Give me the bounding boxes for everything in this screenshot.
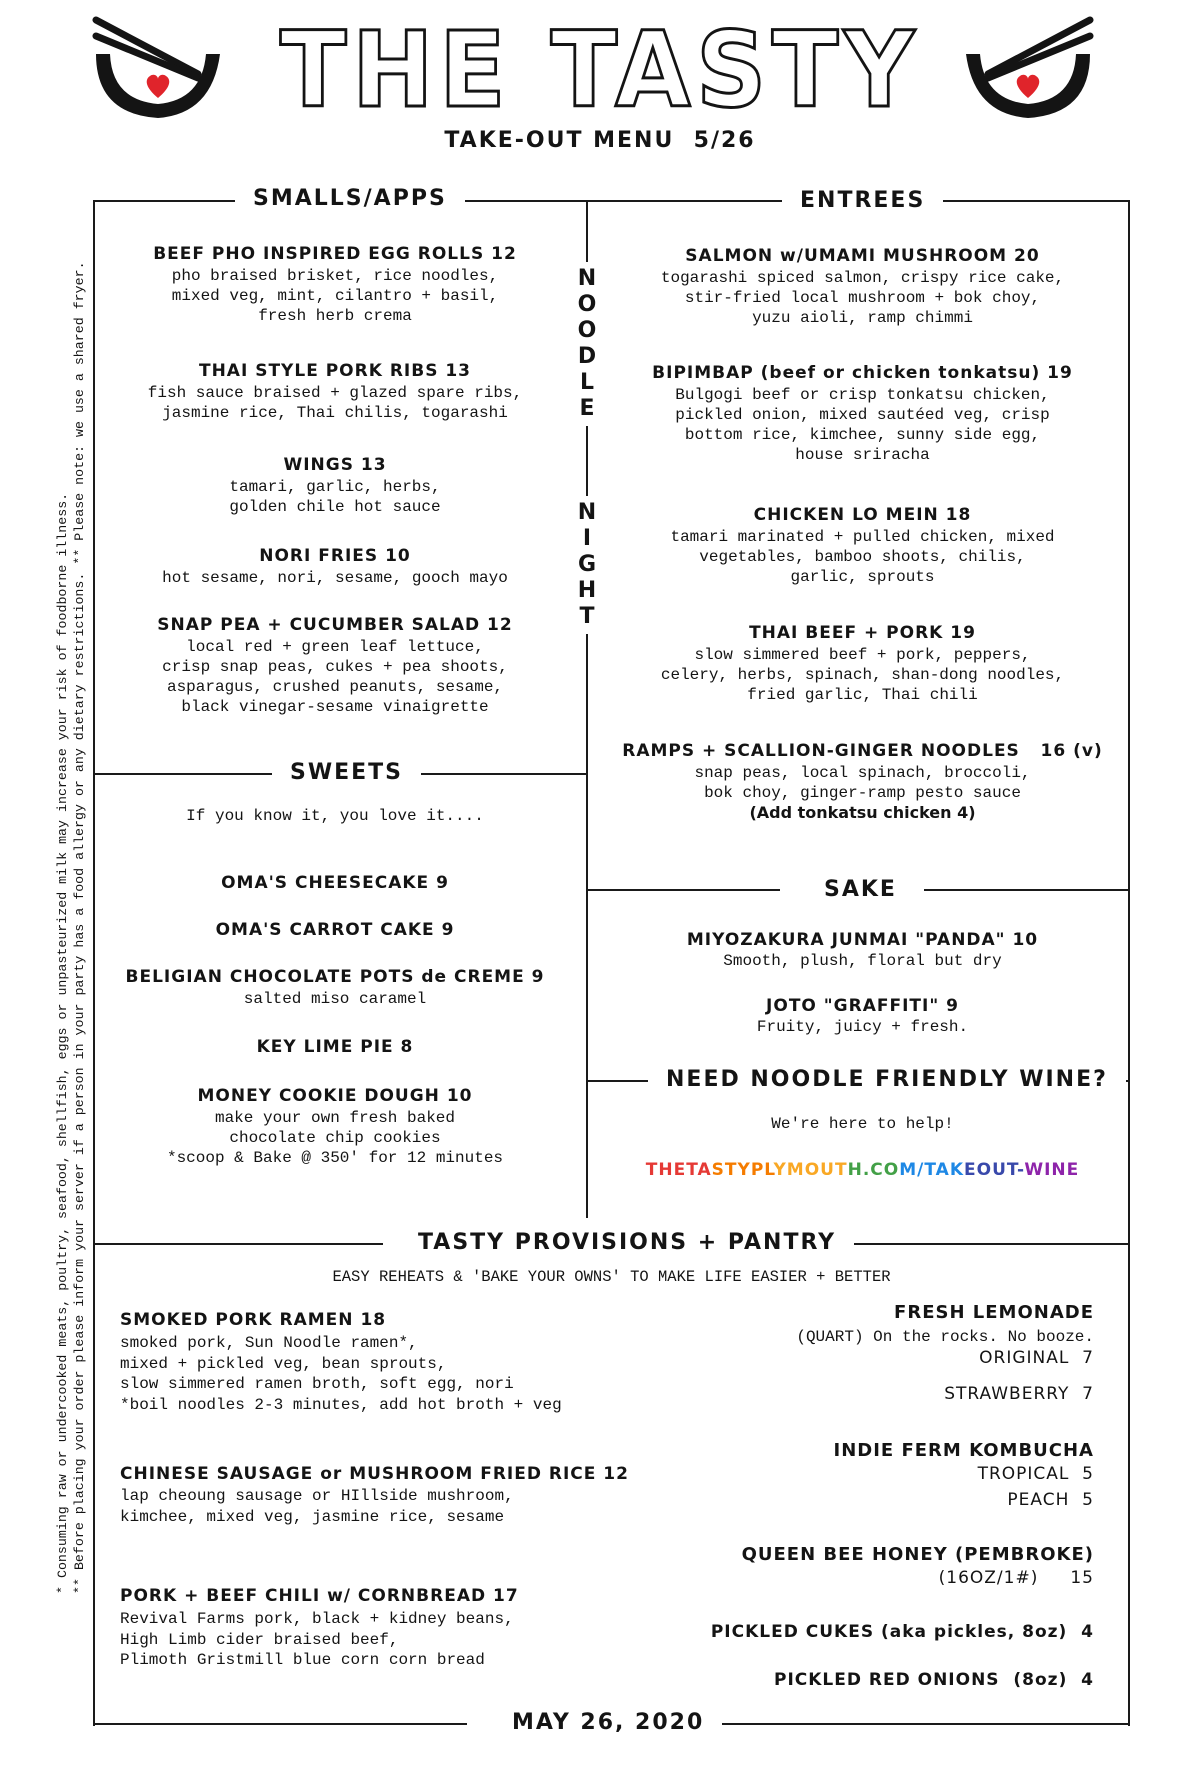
item-desc: salted miso caramel (243, 990, 427, 1008)
wine-tagline-text: We're here to help! (771, 1115, 954, 1133)
item-title: PICKLED CUKES (aka pickles, 8oz) 4 (710, 1622, 1094, 1642)
item-title: FRESH LEMONADE (894, 1302, 1094, 1323)
menu-item (610, 930, 1115, 971)
item-title: SMOKED PORK RAMEN 18 (120, 1310, 387, 1330)
wine-link-char: S (711, 1160, 725, 1180)
wine-link-char: E (673, 1160, 687, 1180)
sweets-tagline (100, 806, 570, 826)
night-letter: I (582, 526, 592, 551)
item-desc: pickled onion, mixed sautéed veg, crisp (675, 406, 1050, 424)
provisions-tagline: EASY REHEATS & 'BAKE YOUR OWNS' TO MAKE LIFE EASIER + BETTER (332, 1268, 891, 1286)
item-desc: local red + green leaf lettuce, (186, 638, 484, 656)
item-desc: make your own fresh baked (214, 1109, 456, 1127)
item-title: OMA'S CARROT CAKE 9 (215, 920, 455, 940)
frame-top-right (928, 200, 1130, 202)
left-bowl-icon (88, 14, 238, 126)
wine-link-char: E (1066, 1160, 1080, 1180)
item-title: BIPIMBAP (beef or chicken tonkatsu) 19 (652, 363, 1073, 383)
wine-link-char: N (1051, 1160, 1067, 1180)
wine-link-char: C (870, 1160, 884, 1180)
wine-link-char: L (764, 1160, 774, 1180)
item-title: QUEEN BEE HONEY (PEMBROKE) (741, 1544, 1094, 1565)
item-title: SALMON w/UMAMI MUSHROOM 20 (685, 246, 1040, 266)
wine-link-char: T (1006, 1160, 1018, 1180)
pickles-item (711, 1622, 1094, 1642)
item-desc: bottom rice, kimchee, sunny side egg, (684, 426, 1041, 444)
item-title: PICKLED RED ONIONS (8oz) 4 (773, 1670, 1094, 1690)
noodle-night-word-2 (572, 496, 602, 634)
sake-rule-right (924, 889, 1130, 891)
frame-right (1128, 200, 1130, 1726)
frame-top-mid (447, 200, 787, 202)
item-desc: tamari marinated + pulled chicken, mixed (670, 528, 1055, 546)
wine-link-char: E (964, 1160, 977, 1180)
menu-item (100, 920, 570, 940)
item-desc: kimchee, mixed veg, jasmine rice, sesame (120, 1507, 505, 1526)
item-title: INDIE FERM KOMBUCHA (833, 1440, 1094, 1461)
wine-link-char: . (862, 1160, 871, 1180)
sweets-heading: SWEETS (272, 760, 421, 785)
item-option: ORIGINAL 7 (979, 1347, 1094, 1368)
provisions-heading: TASTY PROVISIONS + PANTRY (400, 1230, 854, 1255)
item-desc: Plimoth Gristmill blue corn corn bread (120, 1651, 485, 1669)
item-note: (Add tonkatsu chicken 4) (749, 803, 976, 822)
item-desc: *scoop & Bake @ 350' for 12 minutes (166, 1149, 504, 1167)
noodle-letter: N (577, 266, 597, 291)
item-title: JOTO "GRAFFITI" 9 (766, 996, 959, 1016)
menu-item (100, 615, 570, 717)
menu-subtitle: TAKE-OUT MENU 5/26 (444, 128, 756, 153)
item-option: PEACH 5 (1007, 1490, 1094, 1510)
menu-item (610, 741, 1115, 822)
item-desc: snap peas, local spinach, broccoli, (694, 764, 1031, 782)
item-desc: lap cheoung sausage or HIllside mushroom, (120, 1487, 514, 1505)
item-title: RAMPS + SCALLION-GINGER NOODLES 16 (v) (622, 741, 1103, 761)
item-desc: pho braised brisket, rice noodles, (171, 267, 499, 285)
item-title: BELIGIAN CHOCOLATE POTS de CREME 9 (125, 967, 545, 987)
onions-item (774, 1670, 1094, 1690)
sake-heading: SAKE (806, 877, 915, 902)
right-bowl-icon (948, 14, 1098, 126)
item-title: SNAP PEA + CUCUMBER SALAD 12 (157, 615, 513, 635)
noodle-letter: L (579, 370, 595, 395)
item-option: STRAWBERRY 7 (944, 1383, 1094, 1404)
menu-item (100, 244, 570, 326)
item-desc: Smooth, plush, floral but dry (723, 952, 1002, 970)
wine-link-char: A (935, 1160, 950, 1180)
item-desc: black vinegar-sesame vinaigrette (181, 698, 489, 716)
item-desc: slow simmered beef + pork, peppers, (694, 646, 1031, 664)
wine-link-char: O (883, 1160, 900, 1180)
item-desc: fish sauce braised + glazed spare ribs, (147, 384, 523, 402)
menu-item (100, 361, 570, 423)
menu-item (120, 1586, 519, 1671)
item-title: WINGS 13 (283, 455, 387, 475)
item-desc: house sriracha (795, 446, 930, 464)
wine-heading: NEED NOODLE FRIENDLY WINE? (648, 1067, 1126, 1092)
wine-link-char: T (686, 1160, 698, 1180)
wine-link-char: A (697, 1160, 712, 1180)
item-desc: yuzu aioli, ramp chimmi (752, 309, 973, 327)
allergy-disclaimer (54, 194, 88, 1594)
wine-link-char: P (750, 1160, 765, 1180)
wine-link-char: Y (737, 1160, 751, 1180)
item-desc: slow simmered ramen broth, soft egg, nori (120, 1375, 514, 1393)
menu-item (100, 1037, 570, 1057)
item-desc: stir-fried local mushroom + bok choy, (684, 289, 1041, 307)
frame-top-left (93, 200, 253, 202)
night-letter: H (577, 578, 597, 603)
wine-link-char: H (658, 1160, 674, 1180)
wine-link-char: I (1044, 1160, 1052, 1180)
footer-rule-left (93, 1723, 467, 1725)
menu-item (100, 455, 570, 517)
item-title: THAI BEEF + PORK 19 (749, 623, 976, 643)
wine-link-char: M (786, 1160, 805, 1180)
wine-link-char: O (804, 1160, 821, 1180)
menu-item (610, 623, 1115, 705)
item-option: (16OZ/1#) 15 (938, 1568, 1094, 1588)
night-letter: N (577, 500, 597, 525)
noodle-night-word-1 (572, 262, 602, 426)
wine-link-char: Y (773, 1160, 787, 1180)
footer-date: MAY 26, 2020 (494, 1710, 722, 1735)
night-letter: T (579, 604, 595, 629)
wine-link[interactable] (610, 1160, 1115, 1180)
noodle-letter: O (577, 318, 597, 343)
item-desc: (QUART) On the rocks. No booze. (796, 1328, 1094, 1346)
wine-link-char: T (645, 1160, 659, 1180)
item-desc: crisp snap peas, cukes + pea shoots, (162, 658, 508, 676)
item-title: KEY LIME PIE 8 (256, 1037, 414, 1057)
item-title: BEEF PHO INSPIRED EGG ROLLS 12 (153, 244, 517, 264)
item-desc: bok choy, ginger-ramp pesto sauce (704, 784, 1021, 802)
item-title: PORK + BEEF CHILI w/ CORNBREAD 17 (120, 1586, 519, 1606)
item-title: MONEY COOKIE DOUGH 10 (197, 1086, 473, 1106)
disclaimer-line-2: ** Before placing your order please inform your server if a person in your party has a food allergy or any dietary restrictions. ** Please note: we use a shared fryer. (72, 261, 87, 1594)
item-desc: *boil noodles 2-3 minutes, add hot broth + veg (120, 1395, 562, 1414)
item-desc: mixed + pickled veg, bean sprouts, (120, 1354, 447, 1373)
menu-item (610, 505, 1115, 587)
item-desc: fried garlic, Thai chili (747, 686, 978, 704)
wine-link-char: / (917, 1160, 925, 1180)
wine-link-char: K (949, 1160, 965, 1180)
menu-item (100, 1086, 570, 1168)
menu-item (100, 873, 570, 893)
wine-link-char: - (1017, 1160, 1025, 1180)
restaurant-title-text: THE TASTY (280, 18, 920, 118)
item-desc: vegetables, bamboo shoots, chilis, (699, 548, 1026, 566)
menu-item (100, 546, 570, 588)
item-desc: Fruity, juicy + fresh. (756, 1018, 969, 1036)
wine-link-char: U (820, 1160, 835, 1180)
wine-link-char: M (899, 1160, 918, 1180)
sake-rule-left (586, 889, 780, 891)
wine-link-char: O (976, 1160, 993, 1180)
item-desc: mixed veg, mint, cilantro + basil, (171, 287, 499, 305)
wine-link-char: U (992, 1160, 1007, 1180)
menu-item (120, 1464, 629, 1527)
wine-link-char: T (924, 1160, 936, 1180)
item-desc: fresh herb crema (258, 307, 412, 325)
item-title: MIYOZAKURA JUNMAI "PANDA" 10 (686, 930, 1039, 950)
item-desc: tamari, garlic, herbs, (229, 478, 441, 496)
noodle-letter: D (577, 344, 597, 369)
wine-link-char: W (1024, 1160, 1045, 1180)
wine-link-char: H (847, 1160, 863, 1180)
frame-left (93, 200, 95, 1726)
lemonade-item (796, 1302, 1094, 1404)
wine-link-char: T (724, 1160, 738, 1180)
disclaimer-line-1: * Consuming raw or undercooked meats, poultry, seafood, shellfish, eggs or unpasteurized milk may increase your risk of foodborne illness. (55, 492, 70, 1594)
menu-item (610, 363, 1115, 465)
sweets-tagline-text: If you know it, you love it.... (186, 807, 484, 825)
item-title: OMA'S CHEESECAKE 9 (221, 873, 449, 893)
item-title: CHINESE SAUSAGE or MUSHROOM FRIED RICE 12 (120, 1464, 629, 1484)
item-desc: golden chile hot sauce (229, 498, 441, 516)
noodle-letter: E (579, 396, 595, 421)
wine-rule-left (586, 1080, 648, 1082)
menu-item (100, 967, 570, 1009)
item-title: THAI STYLE PORK RIBS 13 (198, 361, 472, 381)
wine-link-char: T (834, 1160, 848, 1180)
item-desc: jasmine rice, Thai chilis, togarashi (162, 404, 508, 422)
entrees-heading: ENTREES (782, 188, 943, 213)
item-desc: Bulgogi beef or crisp tonkatsu chicken, (675, 386, 1050, 404)
item-option: TROPICAL 5 (977, 1464, 1094, 1484)
item-desc: chocolate chip cookies (229, 1129, 441, 1147)
wine-tagline (610, 1114, 1115, 1134)
provisions-rule-left (93, 1243, 383, 1245)
kombucha-item (834, 1440, 1095, 1510)
item-desc: hot sesame, nori, sesame, gooch mayo (162, 569, 508, 587)
sweets-rule-right (398, 773, 586, 775)
item-desc: Revival Farms pork, black + kidney beans, (120, 1610, 514, 1628)
item-title: NORI FRIES 10 (259, 546, 411, 566)
menu-item (120, 1310, 562, 1415)
footer-rule-right (690, 1723, 1130, 1725)
noodle-letter: O (577, 292, 597, 317)
sweets-rule-left (93, 773, 276, 775)
smalls-heading: SMALLS/APPS (235, 186, 465, 211)
item-desc: smoked pork, Sun Noodle ramen*, (120, 1334, 418, 1352)
menu-item (610, 246, 1115, 328)
item-desc: togarashi spiced salmon, crispy rice cake, (660, 269, 1065, 287)
night-letter: G (577, 552, 597, 577)
restaurant-title (270, 18, 930, 118)
menu-item (610, 996, 1115, 1037)
item-desc: asparagus, crushed peanuts, sesame, (166, 678, 504, 696)
item-desc: High Limb cider braised beef, (120, 1630, 399, 1649)
item-title: CHICKEN LO MEIN 18 (753, 505, 972, 525)
item-desc: garlic, sprouts (790, 568, 935, 586)
item-desc: celery, herbs, spinach, shan-dong noodles, (660, 666, 1065, 684)
honey-item (742, 1544, 1094, 1588)
